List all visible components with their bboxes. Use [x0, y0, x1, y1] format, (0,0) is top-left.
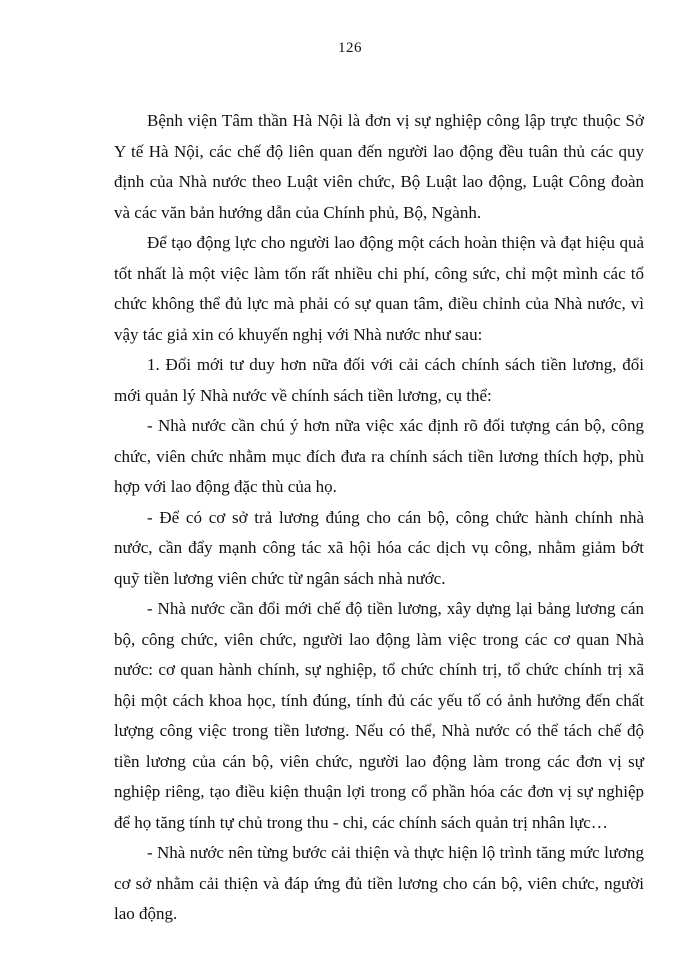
paragraph-bullet-3: - Nhà nước cần đổi mới chế độ tiền lương, xây dựng lại bảng lương cán bộ, công chức, viên chức, người lao động làm việc trong các cơ quan Nhà nước: cơ quan hành chính, sự nghiệp, tổ chức chính trị, tổ chức chính trị xã hội một cách khoa học, tính đúng, tính đủ các yếu tố có ảnh hưởng đến chất lượng công việc trong tiền lương. Nếu có thể, Nhà nước có thể tách chế độ tiền lương của cán bộ, viên chức, người lao động làm trong các đơn vị sự nghiệp riêng, tạo điều kiện thuận lợi trong cổ phần hóa các đơn vị sự nghiệp để họ tăng tính tự chủ trong thu - chi, các chính sách quản trị nhân lực…	[114, 599, 644, 832]
paragraph-motivation: Để tạo động lực cho người lao động một cách hoàn thiện và đạt hiệu quả tốt nhất là một việc làm tốn rất nhiều chi phí, công sức, chỉ một mình các tổ chức không thể đủ lực mà phải có sự quan tâm, điều chỉnh của Nhà nước, vì vậy tác giả xin có khuyến nghị với Nhà nước như sau:	[114, 233, 644, 344]
paragraph-bullet-1: - Nhà nước cần chú ý hơn nữa việc xác định rõ đối tượng cán bộ, công chức, viên chức nhằm mục đích đưa ra chính sách tiền lương thích hợp, phù hợp với lao động đặc thù của họ.	[114, 416, 644, 496]
paragraph-recommendation-1: 1. Đổi mới tư duy hơn nữa đối với cải cách chính sách tiền lương, đổi mới quản lý Nhà nước về chính sách tiền lương, cụ thể:	[114, 355, 644, 405]
page-number: 126	[338, 40, 362, 56]
paragraph-bullet-2: - Để có cơ sở trả lương đúng cho cán bộ, công chức hành chính nhà nước, cần đẩy mạnh công tác xã hội hóa các dịch vụ công, nhằm giảm bớt quỹ tiền lương viên chức từ ngân sách nhà nước.	[114, 507, 644, 588]
paragraph-bullet-4: - Nhà nước nên từng bước cải thiện và thực hiện lộ trình tăng mức lương cơ sở nhằm cải thiện và đáp ứng đủ tiền lương cho cán bộ, viên chức, người lao động.	[114, 843, 644, 923]
document-body	[114, 106, 644, 930]
paragraph-intro: Bệnh viện Tâm thần Hà Nội là đơn vị sự nghiệp công lập trực thuộc Sở Y tế Hà Nội, các chế độ liên quan đến người lao động đều tuân thủ các quy định của Nhà nước theo Luật viên chức, Bộ Luật lao động, Luật Công đoàn và các văn bản hướng dẫn của Chính phủ, Bộ, Ngành.	[114, 111, 644, 222]
